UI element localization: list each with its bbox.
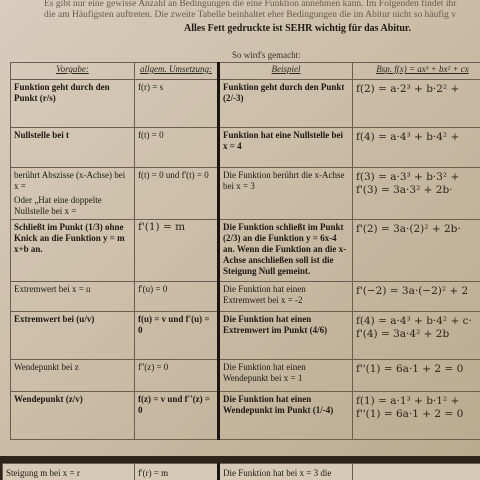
table-row <box>11 128 480 168</box>
math-line: f(1) = a·1³ + b·1² + <box>356 395 460 407</box>
cell-vorgabe: Nullstelle bei t <box>11 128 135 168</box>
vorgabe-line-1: berührt Abszisse (x-Achse) bei x = <box>14 170 126 191</box>
math-line: f'(−2) = 3a·(−2)² + 2 <box>356 285 469 297</box>
cell-math <box>353 80 480 128</box>
table-row <box>11 220 480 282</box>
cell-umsetzung: f'(r) = m <box>135 464 219 480</box>
cell-vorgabe: Wendepunkt bei z <box>11 360 135 392</box>
header-math: Bsp. f(x) = ax³ + bx² + cx <box>353 63 480 80</box>
cell-umsetzung: f(u) = v und f'(u) = 0 <box>135 312 219 360</box>
table-row <box>11 80 480 128</box>
cell-vorgabe <box>11 168 135 220</box>
table-heading: So wird's gemacht: <box>232 50 301 60</box>
cell-vorgabe: Steigung m bei x = r <box>3 464 135 480</box>
cell-umsetzung: f''(z) = 0 <box>135 360 219 392</box>
cell-beispiel: Die Funktion hat einen Wendepunkt bei x = 1 <box>219 360 353 392</box>
cell-math <box>353 220 480 282</box>
table-header-row <box>11 63 480 80</box>
header-vorgabe: Vorgabe: <box>11 63 135 80</box>
intro-line-1: Es gibt nur eine gewisse Anzahl an Bedingungen die eine Funktion annehmen kann. Im Folgenden findet ihr <box>44 0 457 9</box>
math-line: f''(1) = 6a·1 + 2 = 0 <box>356 363 464 375</box>
math-line: f(3) = a·3³ + b·3² + <box>356 171 460 183</box>
second-table <box>2 463 480 480</box>
cell-umsetzung: f(t) = 0 und f'(t) = 0 <box>135 168 219 220</box>
conditions-table <box>10 62 480 440</box>
table-row <box>3 464 480 480</box>
cell-beispiel: Die Funktion hat einen Extremwert bei x = -2 <box>219 282 353 312</box>
cell-vorgabe: Extremwert bei (u/v) <box>11 312 135 360</box>
cell-beispiel: Die Funktion schließt im Punkt (2/3) an die Funktion y = 6x-4 an. Wenn die Funktion an die x-Achse anschließen soll ist die Steigung Null gemeint. <box>219 220 353 282</box>
cell-beispiel: Die Funktion hat bei x = 3 die <box>219 464 353 480</box>
intro-text <box>44 0 480 34</box>
cell-umsetzung: f(z) = v und f''(z) = 0 <box>135 392 219 440</box>
cell-umsetzung: f'(1) = m <box>135 220 219 282</box>
cell-math <box>353 312 480 360</box>
cell-math <box>353 464 480 480</box>
cell-vorgabe: Schließt im Punkt (1/3) ohne Knick an die Funktion y = m x+b an. <box>11 220 135 282</box>
math-line: f'(2) = 3a·(2)² + 2b· <box>356 223 461 235</box>
cell-vorgabe: Wendepunkt (z/v) <box>11 392 135 440</box>
cell-umsetzung: f(t) = 0 <box>135 128 219 168</box>
cell-beispiel: Funktion geht durch den Punkt (2/-3) <box>219 80 353 128</box>
math-line: f'(3) = 3a·3² + 2b· <box>356 184 453 196</box>
cell-beispiel: Funktion hat eine Nullstelle bei x = 4 <box>219 128 353 168</box>
cell-umsetzung: f'(u) = 0 <box>135 282 219 312</box>
math-line: f(2) = a·2³ + b·2² + <box>356 83 460 95</box>
cell-vorgabe: Extremwert bei x = u <box>11 282 135 312</box>
cell-math <box>353 360 480 392</box>
table-row <box>11 392 480 440</box>
cell-vorgabe: Funktion geht durch den Punkt (r/s) <box>11 80 135 128</box>
math-line: f(4) = a·4³ + b·4² + c· <box>356 315 472 327</box>
cell-math <box>353 282 480 312</box>
cell-beispiel: Die Funktion hat einen Wendepunkt im Punkt (1/-4) <box>219 392 353 440</box>
intro-bold-note: Alles Fett gedruckte ist SEHR wichtig für das Abitur. <box>184 23 411 34</box>
cell-math <box>353 392 480 440</box>
table-row <box>11 282 480 312</box>
table-row <box>11 360 480 392</box>
intro-line-2: die am Häufigsten auftreten. Die zweite Tabelle beinhaltet eher Bedingungen die im Abitur nicht so häufig v <box>44 10 457 20</box>
cell-umsetzung: f(r) = s <box>135 80 219 128</box>
cell-math <box>353 168 480 220</box>
cell-beispiel: Die Funktion hat einen Extremwert im Punkt (4/6) <box>219 312 353 360</box>
math-line: f'(4) = 3a·4² + 2b <box>356 328 450 340</box>
math-line: f''(1) = 6a·1 + 2 = 0 <box>356 408 464 420</box>
math-line: f(4) = a·4³ + b·4² + <box>356 131 460 143</box>
table-row <box>11 312 480 360</box>
table-row <box>11 168 480 220</box>
vorgabe-line-2: Oder „Hat eine doppelte Nullstelle bei x = <box>14 195 102 216</box>
cell-math <box>353 128 480 168</box>
cell-beispiel: Die Funktion berührt die x-Achse bei x = 3 <box>219 168 353 220</box>
header-umsetzung: allgem. Umsetzung: <box>135 63 219 80</box>
header-beispiel: Beispiel <box>219 63 353 80</box>
